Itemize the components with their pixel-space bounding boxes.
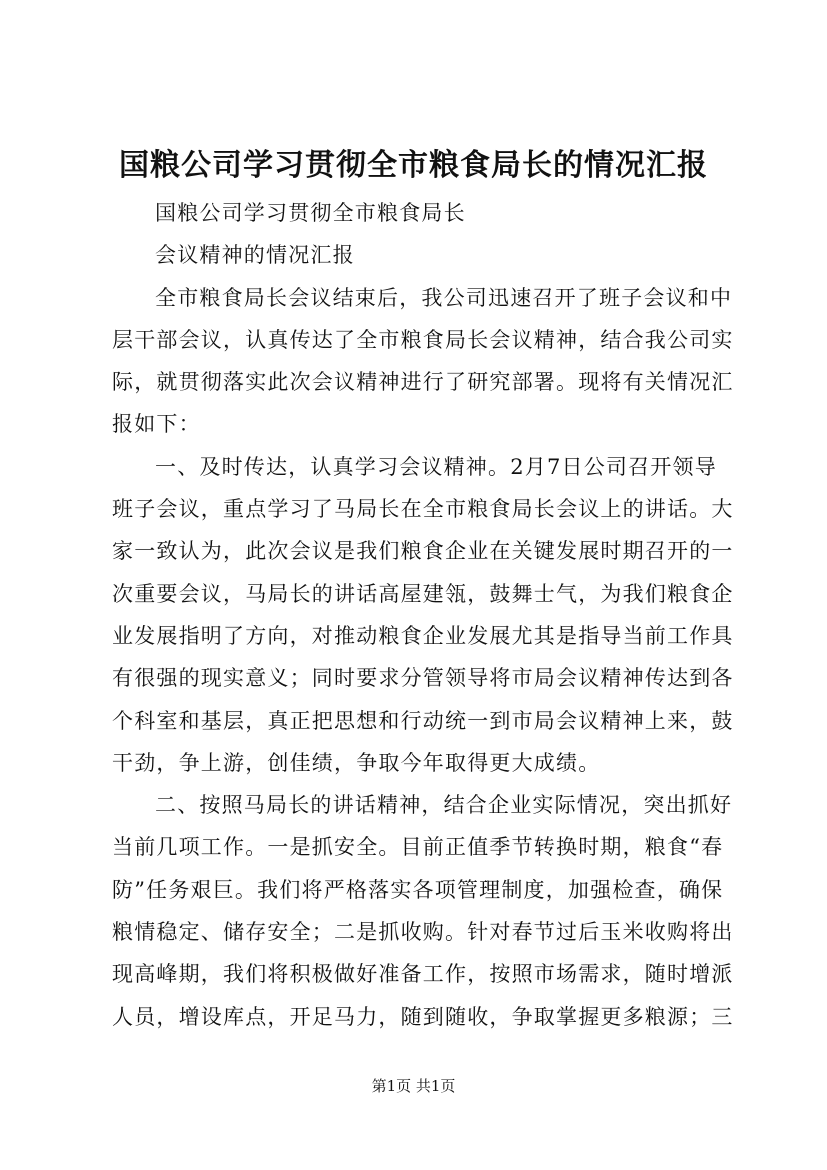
- body-line: 际，就贯彻落实此次会议精神进行了研究部署。现将有关情况汇: [112, 370, 734, 395]
- body-line: 国粮公司学习贯彻全市粮食局长: [155, 201, 466, 225]
- body-line: 家一致认为，此次会议是我们粮食企业在关键发展时期召开的一: [112, 539, 734, 564]
- body-line: 有很强的现实意义；同时要求分管领导将市局会议精神传达到各: [112, 666, 734, 691]
- document-body: [112, 192, 734, 1038]
- body-line: 干劲，争上游，创佳绩，争取今年取得更大成绩。: [112, 750, 601, 775]
- body-line: 当前几项工作。一是抓安全。目前正值季节转换时期，粮食“春: [112, 835, 724, 860]
- body-line: 报如下：: [112, 412, 201, 437]
- body-line: 个科室和基层，真正把思想和行动统一到市局会议精神上来，鼓: [112, 708, 734, 733]
- body-line: 二、按照马局长的讲话精神，结合企业实际情况，突出抓好: [155, 793, 733, 818]
- body-line: 一、及时传达，认真学习会议精神。2月7日公司召开领导: [155, 454, 717, 479]
- body-line: 会议精神的情况汇报: [155, 243, 355, 268]
- body-line: 人员，增设库点，开足马力，随到随收，争取掌握更多粮源；三: [112, 1004, 734, 1029]
- body-line: 防”任务艰巨。我们将严格落实各项管理制度，加强检查，确保: [112, 877, 724, 902]
- body-line: 全市粮食局长会议结束后，我公司迅速召开了班子会议和中: [155, 285, 733, 310]
- body-line: 班子会议，重点学习了马局长在全市粮食局长会议上的讲话。大: [112, 497, 734, 522]
- body-line: 粮情稳定、储存安全；二是抓收购。针对春节过后玉米收购将出: [112, 920, 734, 945]
- body-line: 次重要会议，马局长的讲话高屋建瓴，鼓舞士气，为我们粮食企: [112, 581, 734, 606]
- document-title: 国粮公司学习贯彻全市粮食局长的情况汇报: [119, 148, 708, 183]
- body-line: 现高峰期，我们将积极做好准备工作，按照市场需求，随时增派: [112, 962, 734, 987]
- body-line: 业发展指明了方向，对推动粮食企业发展尤其是指导当前工作具: [112, 623, 734, 648]
- body-line: 层干部会议，认真传达了全市粮食局长会议精神，结合我公司实: [112, 327, 734, 352]
- page-footer: 第1页 共1页: [371, 1077, 456, 1095]
